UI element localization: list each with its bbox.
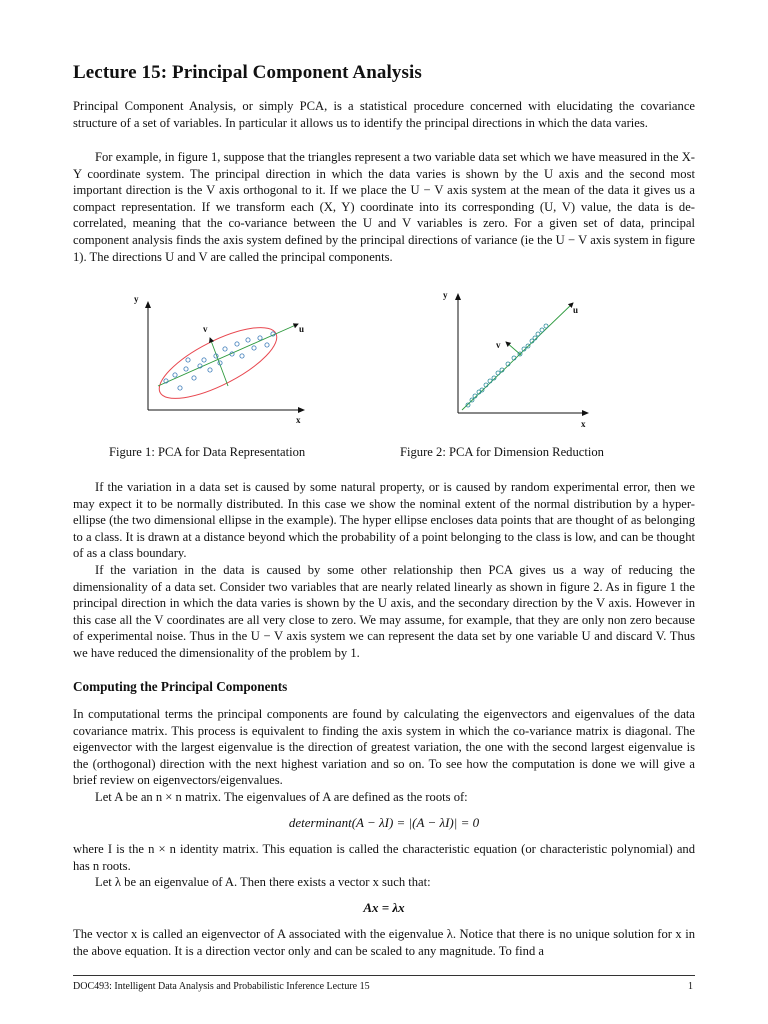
u-axis-label: u [299, 324, 305, 334]
section-paragraph-8: Let λ be an eigenvalue of A. Then there exists a vector x such that: [95, 875, 431, 889]
figure-1-pca-representation [128, 290, 318, 430]
footer-rule [73, 975, 695, 976]
footer-page-number: 1 [688, 981, 693, 992]
intro-paragraph-1: Principal Component Analysis, or simply PCA, is a statistical procedure concerned with elucidating the covariance structure of a set of variables. In particular it allows us to identify the principal directions in which the data varies. [73, 99, 695, 130]
u-axis-label: u [573, 305, 579, 315]
section-paragraph-5: In computational terms the principal components are found by calculating the eigenvectors and eigenvalues of the data covariance matrix. This process is equivalent to finding the axis system in which the co-variance matrix is diagonal. The eigenvector with the largest eigenvalue is the direction of greatest variation, the one with the second largest eigenvalue is the (orthogonal) direction with the next highest variation and so on. To see how the computation is done we will give a brief review on eigenvectors/eigenvalues. [73, 707, 695, 788]
v-axis-label: v [496, 340, 501, 350]
figure-2-pca-dimension-reduction [438, 288, 598, 433]
body-paragraph-3: If the variation in a data set is caused by some natural property, or is caused by random experimental error, then we may expect it to be normally distributed. In this case we show the nominal extent of the normal distribution by a hyper-ellipse (the two dimensional ellipse in the example). The hyper ellipse encloses data points that are thought of as belonging to a class. It is drawn at a distance beyond which the probability of a point belonging to the class is low, and can be thought of as a class boundary. [73, 480, 695, 561]
page-title: Lecture 15: Principal Component Analysis [73, 62, 422, 83]
figure-1-caption: Figure 1: PCA for Data Representation [109, 445, 306, 459]
figure-2-caption: Figure 2: PCA for Dimension Reduction [400, 445, 604, 459]
x-axis-label: x [581, 419, 586, 429]
v-axis [506, 342, 521, 355]
u-axis [158, 324, 298, 386]
section-paragraph-6: Let A be an n × n matrix. The eigenvalues of A are defined as the roots of: [95, 790, 468, 804]
x-axis-label: x [296, 415, 301, 425]
footer-course-title: DOC493: Intelligent Data Analysis and Probabilistic Inference Lecture 15 [73, 981, 370, 992]
v-axis-label: v [203, 324, 208, 334]
section-heading: Computing the Principal Components [73, 679, 288, 694]
characteristic-equation: determinant(A − λI) = |(A − λI)| = 0 [288, 815, 480, 830]
y-axis-label: y [134, 294, 139, 304]
body-paragraph-4: If the variation in the data is caused by some other relationship then PCA gives us a way of reducing the dimensionality of a data set. Consider two variables that are nearly related linearly as shown in figure 2. As in figure 1 the principal direction in which the data varies is shown by the U axis, and the secondary direction by the V axis. However in this case all the V coordinates are all very close to zero. We may assume, for example, that they are only non zero because of experimental noise. Thus in the U − V axis system we can represent the data set by one variable U and discard V. Thus we have reduced the dimensionality of the problem by 1. [73, 563, 695, 660]
eigen-equation: Ax = λx [363, 900, 405, 915]
y-axis-label: y [443, 290, 448, 300]
section-paragraph-7: where I is the n × n identity matrix. This equation is called the characteristic equation (or characteristic polynomial) and has n roots. [73, 842, 695, 873]
intro-paragraph-2: For example, in figure 1, suppose that the triangles represent a two variable data set which we have measured in the X-Y coordinate system. The principal direction in which the data varies is shown by the U axis and the second most important direction is the V axis orthogonal to it. If we place the U − V axis system at the mean of the data it gives us a compact representation. If we transform each (X, Y) coordinate into its corresponding (U, V) value, the data is de-correlated, meaning that the co-variance between the U and V variables is zero. For a given set of data, principal component analysis finds the axis system defined by the principal directions of variance (ie the U − V axis system in figure 1). The directions U and V are called the principal components. [73, 150, 695, 264]
section-paragraph-9: The vector x is called an eigenvector of A associated with the eigenvalue λ. Notice that there is no unique solution for x in the above equation. It is a direction vector only and can be scaled to any magnitude. To find a [73, 927, 695, 958]
